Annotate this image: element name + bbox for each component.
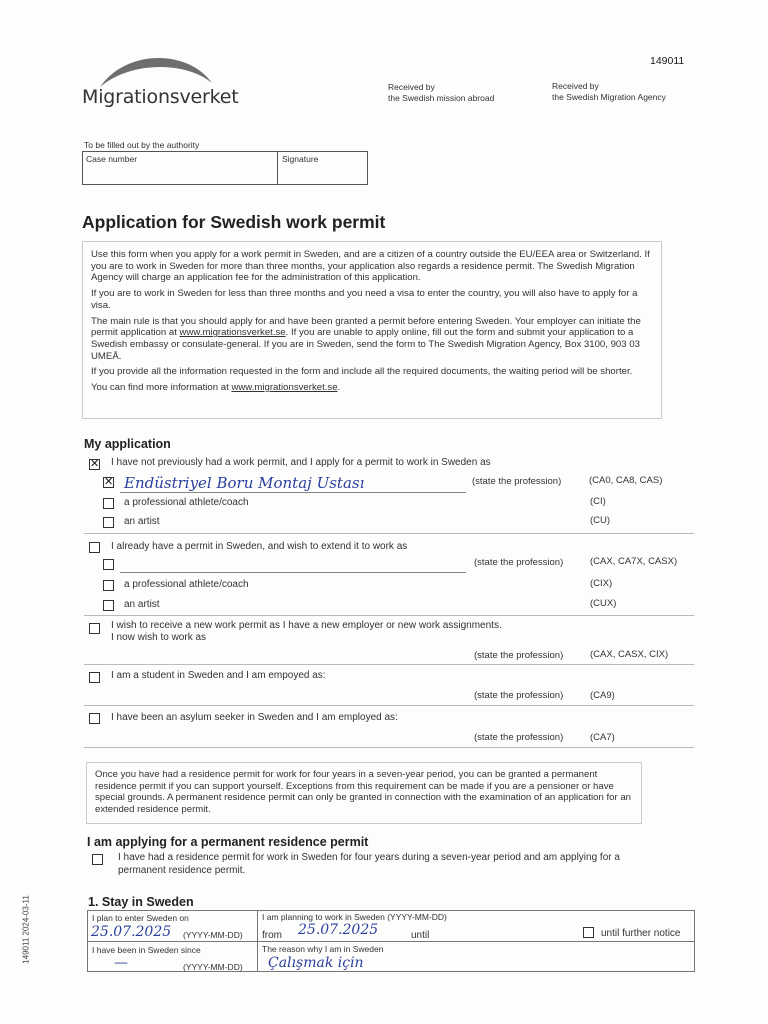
logo-text: Migrationsverket [82, 86, 239, 108]
signature-field[interactable]: Signature [282, 154, 319, 164]
divider-5 [84, 747, 694, 748]
page-title: Application for Swedish work permit [82, 212, 386, 232]
intro-paragraph-4: If you provide all the information requested in the form and include all the required documents, the waiting period will be shorter. [91, 366, 633, 378]
code-5: (CA7) [590, 732, 615, 743]
state-profession-2: (state the profession) [474, 557, 564, 568]
work-label: I am planning to work in Sweden (YYYY-MM-DD) [262, 912, 447, 922]
profession-checkbox[interactable] [103, 477, 114, 488]
profession-handwritten[interactable]: Endüstriyel Boru Montaj Ustası [124, 474, 365, 492]
divider-1 [84, 533, 694, 534]
artist-label-1: an artist [124, 516, 160, 527]
until-further-notice-label: until further notice [601, 928, 681, 939]
artist-checkbox-1[interactable] [103, 517, 114, 528]
state-profession-3: (state the profession) [474, 650, 564, 661]
code-1: (CA0, CA8, CAS) [589, 475, 663, 486]
permanent-text: I have had a residence permit for work in Sweden for four years during a seven-year period and am applying for a permanent residence permit. [118, 852, 620, 876]
code-athlete-2: (CIX) [590, 578, 613, 589]
athlete-label-1: a professional athlete/coach [124, 497, 249, 508]
from-label: from [262, 930, 282, 941]
enter-date-value[interactable]: 25.07.2025 [91, 924, 172, 940]
divider-4 [84, 705, 694, 706]
profession-line [120, 492, 466, 493]
reason-value[interactable]: Çalışmak için [268, 955, 364, 971]
code-athlete-1: (CI) [590, 496, 606, 507]
state-profession-4: (state the profession) [474, 690, 564, 701]
received-mission-sub: the Swedish mission abroad [388, 93, 495, 103]
code-artist-1: (CU) [590, 515, 611, 526]
code-2: (CAX, CA7X, CASX) [590, 556, 678, 567]
permanent-checkbox[interactable] [92, 854, 103, 865]
permanent-heading: I am applying for a permanent residence permit [87, 835, 369, 849]
asylum-checkbox[interactable] [89, 713, 100, 724]
logo-arc-icon [96, 55, 216, 89]
authority-heading: To be filled out by the authority [84, 140, 200, 150]
until-label: until [411, 930, 430, 941]
authority-divider [277, 151, 278, 184]
code-artist-2: (CUX) [590, 598, 617, 609]
new-permit-label: I have not previously had a work permit, and I apply for a permit to work in Sweden as [111, 457, 491, 468]
intro-paragraph-3: The main rule is that you should apply for and have been granted a permit before entering Sweden. Your employer can initiate the permit application at www.migrationsverket.se. If you are unable to apply online, fill out the form and submit your application to a Swedish embassy or consulate-general. If you are in Sweden, send the form to The Swedish Migration Agency, Box 3100, 903 03 UMEÅ. [91, 315, 641, 362]
student-label: I am a student in Sweden and I am empoyed as: [111, 670, 326, 681]
new-employer-label-1: I wish to receive a new work permit as I have a new employer or new work assignments. [111, 620, 502, 631]
been-value[interactable]: — [114, 955, 128, 971]
stay-heading: 1. Stay in Sweden [88, 895, 194, 909]
intro-paragraph-1: Use this form when you apply for a work permit in Sweden, and are a citizen of a country outside the EU/EEA area or Switzerland. If you are to work in Sweden for more than three months, your application also regards a residence permit. The Swedish Migration Agency will charge an application fee for the administration of this application. [91, 249, 650, 284]
intro-link-1[interactable]: www.migrationsverket.se [179, 327, 286, 339]
divider-3 [84, 664, 694, 665]
permanent-note-box [86, 762, 642, 824]
from-date-value[interactable]: 25.07.2025 [298, 922, 379, 938]
divider-2 [84, 615, 694, 616]
reason-label: The reason why I am in Sweden [262, 944, 384, 954]
artist-label-2: an artist [124, 599, 160, 610]
been-format: (YYYY-MM-DD) [183, 962, 243, 972]
code-4: (CA9) [590, 690, 615, 701]
extend-permit-label: I already have a permit in Sweden, and wish to extend it to work as [111, 541, 408, 552]
asylum-label: I have been an asylum seeker in Sweden and I am employed as: [111, 712, 398, 723]
stay-hdivider [87, 941, 695, 942]
stay-vdivider [257, 910, 258, 972]
enter-date-format: (YYYY-MM-DD) [183, 930, 243, 940]
student-checkbox[interactable] [89, 672, 100, 683]
new-permit-checkbox[interactable] [89, 459, 100, 470]
enter-label: I plan to enter Sweden on [92, 913, 189, 923]
code-3: (CAX, CASX, CIX) [590, 649, 669, 660]
side-form-code: 149011 2024-03-11 [21, 895, 31, 964]
received-agency-label: Received by [552, 81, 599, 91]
artist-checkbox-2[interactable] [103, 600, 114, 611]
case-number-field[interactable]: Case number [86, 154, 138, 164]
extend-profession-line [120, 572, 466, 573]
permanent-note-text: Once you have had a residence permit for work for four years in a seven-year period, you can be granted a permanent residence permit if you can support yourself. Exceptions from this requirement can be made if you are a pensioner or have special grounds. A permanent residence permit can only be granted in connection with the examination of an application for an extended residence permit. [95, 769, 631, 816]
been-label: I have been in Sweden since [92, 945, 201, 955]
extend-permit-checkbox[interactable] [89, 542, 100, 553]
intro-link-2[interactable]: www.migrationsverket.se [231, 382, 338, 394]
until-further-notice-checkbox[interactable] [583, 927, 594, 938]
state-profession-1: (state the profession) [472, 476, 562, 487]
athlete-checkbox-1[interactable] [103, 498, 114, 509]
my-application-heading: My application [84, 437, 171, 451]
received-mission-label: Received by [388, 82, 435, 92]
intro-paragraph-2: If you are to work in Sweden for less than three months and you need a visa to enter the country, you will also have to apply for a visa. [91, 288, 638, 311]
athlete-checkbox-2[interactable] [103, 580, 114, 591]
form-number: 149011 [650, 55, 685, 67]
received-agency-sub: the Swedish Migration Agency [552, 92, 666, 102]
intro-box [82, 241, 662, 419]
new-employer-label-2: I now wish to work as [111, 632, 207, 643]
new-employer-checkbox[interactable] [89, 623, 100, 634]
state-profession-5: (state the profession) [474, 732, 564, 743]
extend-profession-checkbox[interactable] [103, 559, 114, 570]
intro-paragraph-5: You can find more information at www.migrationsverket.se. [91, 382, 341, 394]
athlete-label-2: a professional athlete/coach [124, 579, 249, 590]
